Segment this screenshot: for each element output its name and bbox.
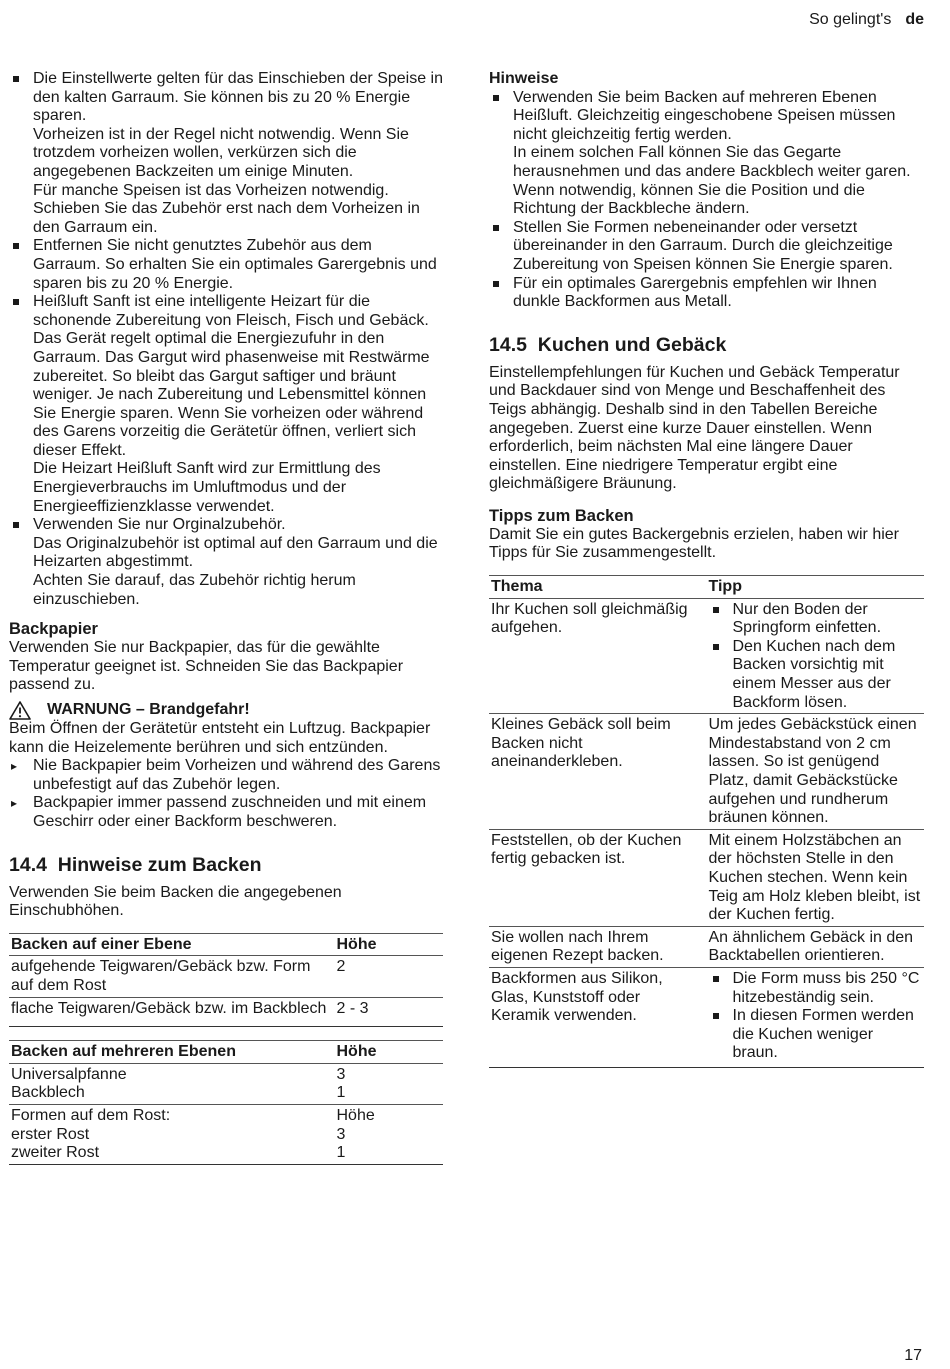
warning-title: WARNUNG – Brandgefahr! <box>47 701 250 719</box>
section-14-5-text: Einstellempfehlungen für Kuchen und Gebäck Temperatur und Backdauer sind von Menge und Beschaffenheit des Teigs abhängig. Deshalb sind in den Tabellen Bereiche angegeben. Zuerst eine kurze Dauer einstellen. Wenn erforderlich, beim nächsten Mal eine längere Dauer einstellen. Eine niedrigere Temperatur ergibt eine gleichmäßigere Bräunung. <box>489 363 900 493</box>
header-section: So gelingt's <box>809 11 892 28</box>
cell-line: Formen auf dem Rost: <box>11 1106 171 1124</box>
table-cell <box>335 1104 444 1164</box>
section-14-5-heading <box>489 334 924 356</box>
list-item: Nur den Boden der Springform einfetten. <box>709 601 923 638</box>
cell-line: 1 <box>336 1144 346 1162</box>
table-cell: 2 <box>336 958 346 976</box>
table-row <box>9 1104 443 1164</box>
list-item-text: Für ein optimales Garergebnis empfehlen wir Ihnen dunkle Backformen aus Metall. <box>513 274 877 311</box>
column-header: Thema <box>491 578 543 596</box>
table-cell <box>707 598 925 714</box>
list-item-text: Für manche Speisen ist das Vorheizen notwendig. Schieben Sie das Zubehör erst nach dem Vorheizen in den Garraum ein. <box>33 181 420 236</box>
warning-heading <box>9 701 443 720</box>
table-cell: 2 - 3 <box>336 999 369 1017</box>
table-cell: Ihr Kuchen soll gleichmäßig aufgehen. <box>491 600 688 637</box>
table-row <box>9 956 443 997</box>
tipps-text: Damit Sie ein gutes Backergebnis erzielen, haben wir hier Tipps für Sie zusammengestellt. <box>489 525 899 562</box>
list-item: ▸ Backpapier immer passend zuschneiden und mit einem Geschirr oder einer Backform beschweren. <box>9 794 443 831</box>
section-title: Hinweise zum Backen <box>57 853 262 876</box>
cell-line: Universalpfanne <box>11 1065 127 1083</box>
list-item-text: Stellen Sie Formen nebeneinander oder versetzt übereinander in den Garraum. Durch die gleichzeitige Zubereitung von Speisen können Sie Energie sparen. <box>513 218 893 273</box>
list-item-text: Die Einstellwerte gelten für das Einschieben der Speise in den kalten Garraum. Sie können bis zu 20 % Energie sparen. <box>33 70 444 125</box>
list-item-text: Entfernen Sie nicht genutztes Zubehör aus dem Garraum. So erhalten Sie ein optimales Garergebnis und sparen bis zu 20 % Energie. <box>33 237 437 292</box>
table-row <box>9 997 443 1027</box>
table-cell: Sie wollen nach Ihrem eigenen Rezept backen. <box>491 928 664 965</box>
table-row <box>489 926 924 967</box>
column-header: Höhe <box>336 935 377 953</box>
table-header-row <box>9 933 443 956</box>
section-14-4-text: Verwenden Sie beim Backen die angegebenen Einschubhöhen. <box>9 883 342 920</box>
table-cell <box>9 1104 335 1164</box>
table-cell <box>335 1063 444 1104</box>
cell-line: 3 <box>336 1125 346 1143</box>
list-item-text: Vorheizen ist in der Regel nicht notwendig. Wenn Sie trotzdem vorheizen wollen, verkürzen sich die angegebenen Backzeiten um einige Minuten. <box>33 125 409 180</box>
table-cell: Backformen aus Silikon, Glas, Kunststoff oder Keramik verwenden. <box>491 969 663 1025</box>
list-item <box>489 219 924 275</box>
list-item-text: In einem solchen Fall können Sie das Gegarte herausnehmen und das andere Backblech weiter garen. Wenn notwendig, können Sie die Position und die Richtung der Backbleche ändern. <box>513 144 911 218</box>
table-single-level <box>9 933 443 1027</box>
tipps-heading: Tipps zum Backen <box>489 506 634 525</box>
tip-list <box>709 970 923 1063</box>
table-cell: Mit einem Holzstäbchen an der höchsten Stelle in den Kuchen stechen. Wenn kein Teig am Holz kleben bleibt, ist der Kuchen fertig. <box>708 831 921 924</box>
list-item-text: Heißluft Sanft ist eine intelligente Heizart für die schonende Zubereitung von Fleisch, Fisch und Gebäck. Das Gerät regelt optimal die Energiezufuhr in den Garraum. Das Gargut wird phasenweise mit Restwärme zubereitet. So bleibt das Gargut saftiger und bräunt weniger. Je nach Zubereitung und Lebensmittel können Sie Energie sparen. Wenn Sie vorheizen oder während des Garens vorzeitig die Gerätetür öffnen, verliert sich dieser Effekt. <box>33 293 430 459</box>
cell-line: 1 <box>336 1084 346 1102</box>
table-cell: aufgehende Teigwaren/Gebäck bzw. Form auf dem Rost <box>11 958 311 994</box>
list-item-text: Verwenden Sie nur Orginalzubehör. <box>33 516 286 534</box>
list-item-text: Die Heizart Heißluft Sanft wird zur Ermittlung des Energieverbrauchs im Umluftmodus und der Energieeffizienzklasse verwendet. <box>33 460 381 515</box>
table-cell: flache Teigwaren/Gebäck bzw. im Backblech <box>11 999 327 1017</box>
backpapier-heading: Backpapier <box>9 620 98 639</box>
table-cell: An ähnlichem Gebäck in den Backtabellen orientieren. <box>708 928 914 965</box>
section-14-4-heading <box>9 854 443 876</box>
warning-text: Beim Öffnen der Gerätetür entsteht ein Luftzug. Backpapier kann die Heizelemente berühren und sich entzünden. <box>9 720 431 756</box>
list-item: ▸ Nie Backpapier beim Vorheizen und während des Garens unbefestigt auf das Zubehör legen. <box>9 757 443 794</box>
table-row <box>489 967 924 1067</box>
table-cell: Kleines Gebäck soll beim Backen nicht aneinanderkleben. <box>491 716 671 771</box>
list-item <box>489 89 924 219</box>
table-header-row <box>489 576 924 599</box>
table-row <box>489 598 924 714</box>
table-cell <box>9 1063 335 1104</box>
left-column <box>9 70 443 1165</box>
warning-action-list <box>9 757 443 831</box>
column-header: Höhe <box>336 1043 377 1061</box>
section-number: 14.5 <box>489 333 527 356</box>
list-item <box>489 275 924 312</box>
section-number: 14.4 <box>9 853 47 876</box>
right-column <box>489 70 924 1068</box>
hinweise-bullet-list <box>489 89 924 312</box>
cell-line: 3 <box>336 1065 346 1083</box>
list-item <box>9 516 443 609</box>
table-cell: Feststellen, ob der Kuchen fertig gebacken ist. <box>491 831 682 868</box>
list-item-text: Das Originalzubehör ist optimal auf den Garraum und die Heizarten abgestimmt. <box>33 534 438 571</box>
tips-table <box>489 575 924 1068</box>
column-header: Tipp <box>708 578 742 596</box>
column-header: Backen auf mehreren Ebenen <box>11 1043 236 1061</box>
header-language: de <box>905 11 924 28</box>
list-item: In diesen Formen werden die Kuchen weniger braun. <box>709 1007 923 1063</box>
cell-line: erster Rost <box>11 1125 90 1143</box>
table-row <box>9 1063 443 1104</box>
warning-triangle-icon <box>9 701 31 720</box>
cell-line: zweiter Rost <box>11 1144 100 1162</box>
tip-list <box>709 601 923 713</box>
section-title: Kuchen und Gebäck <box>537 333 727 356</box>
list-item-text: Achten Sie darauf, das Zubehör richtig herum einzuschieben. <box>33 572 356 608</box>
table-cell: Um jedes Gebäckstück einen Mindestabstand von 2 cm lassen. So ist genügend Platz, damit Gebäckstücke aufgehen und rundherum bräunen können. <box>708 716 917 827</box>
hinweise-heading: Hinweise <box>489 70 559 87</box>
table-header-row <box>9 1041 443 1064</box>
cell-line: Höhe <box>336 1106 375 1124</box>
list-item: Die Form muss bis 250 °C hitzebeständig sein. <box>709 970 923 1007</box>
intro-bullet-list <box>9 70 443 609</box>
page-header <box>809 11 924 30</box>
table-cell <box>707 967 925 1067</box>
table-multi-level <box>9 1040 443 1165</box>
cell-line: Backblech <box>11 1084 85 1102</box>
table-row <box>489 714 924 830</box>
list-item: Den Kuchen nach dem Backen vorsichtig mit einem Messer aus der Backform lösen. <box>709 638 923 712</box>
list-item <box>9 70 443 237</box>
column-header: Backen auf einer Ebene <box>11 935 192 953</box>
backpapier-text: Verwenden Sie nur Backpapier, das für die gewählte Temperatur geeignet ist. Schneiden Sie das Backpapier passend zu. <box>9 639 404 694</box>
table-row <box>489 829 924 926</box>
list-item <box>9 237 443 293</box>
page-number: 17 <box>904 1347 922 1365</box>
list-item-text: Verwenden Sie beim Backen auf mehreren Ebenen Heißluft. Gleichzeitig eingeschobene Speisen müssen nicht gleichzeitig fertig werden. <box>513 88 896 143</box>
list-item <box>9 293 443 516</box>
